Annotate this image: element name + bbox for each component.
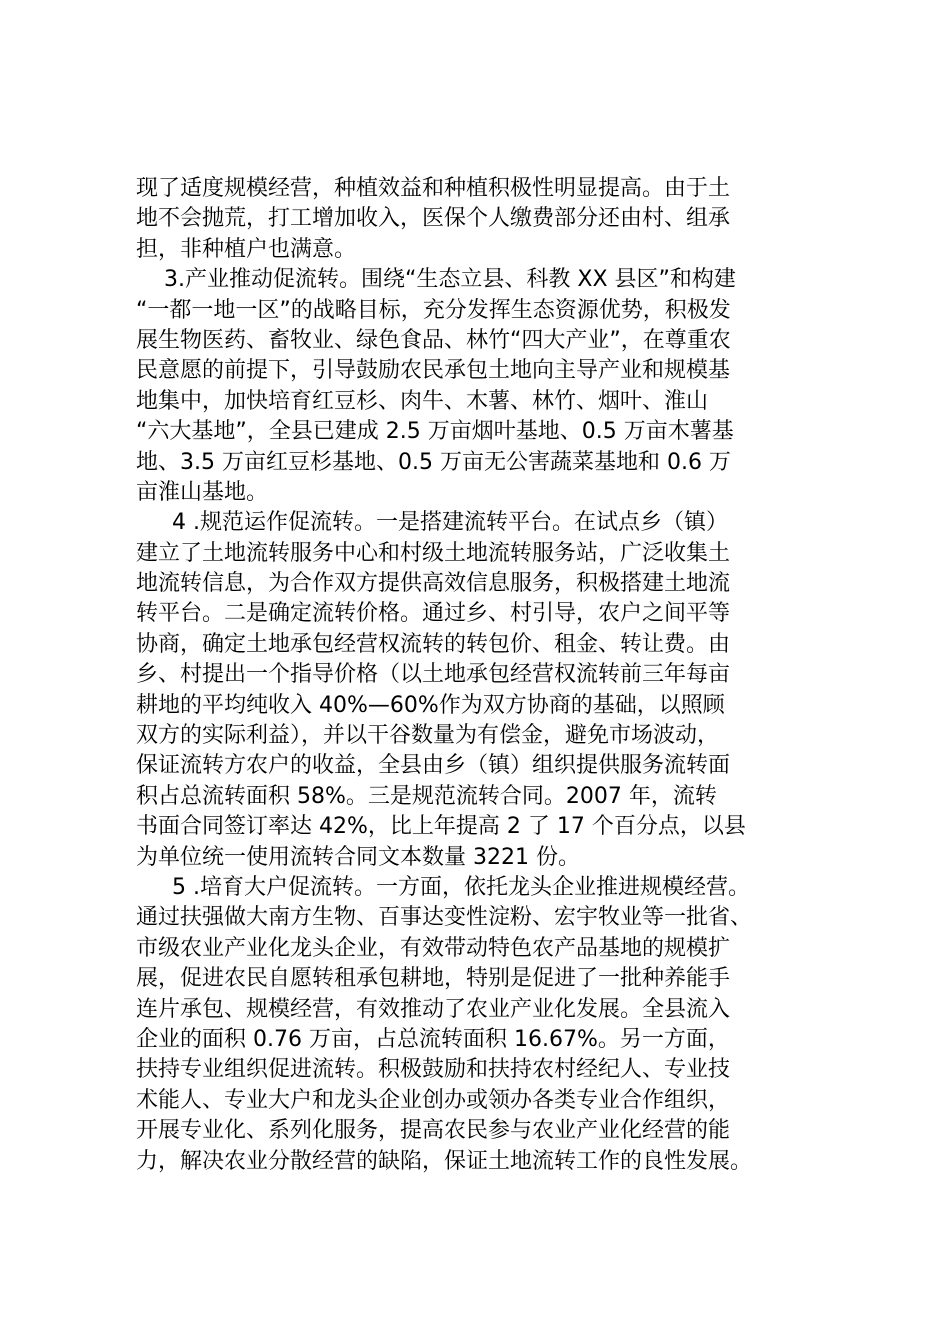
- text-line: 双方的实际利益），并以干谷数量为有偿金，避免市场波动，: [136, 723, 720, 749]
- text-line: 地不会抛荒，打工增加收入，医保个人缴费部分还由村、组承: [136, 206, 731, 232]
- text-line: 连片承包、规模经营，有效推动了农业产业化发展。全县流入: [136, 996, 731, 1022]
- text-line: 书面合同签订率达 42%，比上年提高 2 了 17 个百分点，以县: [136, 814, 746, 840]
- text-line: “一都一地一区”的战略目标，充分发挥生态资源优势，积极发: [136, 297, 731, 323]
- text-line: 通过扶强做大南方生物、百事达变性淀粉、宏宇牧业等一批省、: [136, 905, 753, 931]
- text-line: 地流转信息，为合作双方提供高效信息服务，积极搭建土地流: [136, 571, 731, 597]
- text-line: 术能人、专业大户和龙头企业创办或领办各类专业合作组织，: [136, 1087, 731, 1113]
- text-line: 协商，确定土地承包经营权流转的转包价、租金、转让费。由: [136, 631, 731, 657]
- text-line: 乡、村提出一个指导价格（以土地承包经营权流转前三年每亩: [136, 662, 731, 688]
- section-heading-line: 4 .规范运作促流转。一是搭建流转平台。在试点乡（镇）: [172, 510, 728, 536]
- text-line: 保证流转方农户的收益，全县由乡（镇）组织提供服务流转面: [136, 753, 731, 779]
- text-line: 现了适度规模经营，种植效益和种植积极性明显提高。由于土: [136, 176, 731, 201]
- text-line: 为单位统一使用流转合同文本数量 3221 份。: [136, 844, 580, 870]
- text-line: 开展专业化、系列化服务，提高农民参与农业产业化经营的能: [136, 1118, 731, 1144]
- text-line: 民意愿的前提下，引导鼓励农民承包土地向主导产业和规模基: [136, 358, 731, 384]
- text-line: “六大基地”，全县已建成 2.5 万亩烟叶基地、0.5 万亩木薯基: [136, 419, 734, 445]
- text-line: 积占总流转面积 58%。三是规范流转合同。2007 年，流转: [136, 783, 717, 809]
- text-line: 力，解决农业分散经营的缺陷，保证土地流转工作的良性发展。: [136, 1148, 753, 1174]
- section-heading-line: 5 .培育大户促流转。一方面，依托龙头企业推进规模经营。: [172, 874, 750, 900]
- text-line: 展生物医药、畜牧业、绿色食品、林竹“四大产业”，在尊重农: [136, 327, 731, 353]
- text-line: 地集中，加快培育红豆杉、肉牛、木薯、林竹、烟叶、淮山: [136, 388, 709, 414]
- text-line: 耕地的平均纯收入 40%—60%作为双方协商的基础，以照顾: [136, 692, 725, 718]
- text-line: 亩淮山基地。: [136, 479, 269, 505]
- text-line: 担，非种植户也满意。: [136, 236, 357, 262]
- section-heading-line: 3.产业推动促流转。围绕“生态立县、科教 XX 县区”和构建: [164, 267, 736, 293]
- text-line: 展，促进农民自愿转租承包耕地，特别是促进了一批种养能手: [136, 966, 731, 992]
- text-line: 扶持专业组织促进流转。积极鼓励和扶持农村经纪人、专业技: [136, 1057, 731, 1083]
- text-line: 建立了土地流转服务中心和村级土地流转服务站，广泛收集土: [136, 540, 731, 566]
- text-line: 地、3.5 万亩红豆杉基地、0.5 万亩无公害蔬菜基地和 0.6 万: [136, 449, 731, 475]
- text-line: 企业的面积 0.76 万亩，占总流转面积 16.67%。另一方面，: [136, 1026, 730, 1052]
- document-body: [136, 174, 836, 1177]
- text-line: 转平台。二是确定流转价格。通过乡、村引导，农户之间平等: [136, 601, 731, 627]
- text-line: 市级农业产业化龙头企业，有效带动特色农产品基地的规模扩: [136, 935, 731, 961]
